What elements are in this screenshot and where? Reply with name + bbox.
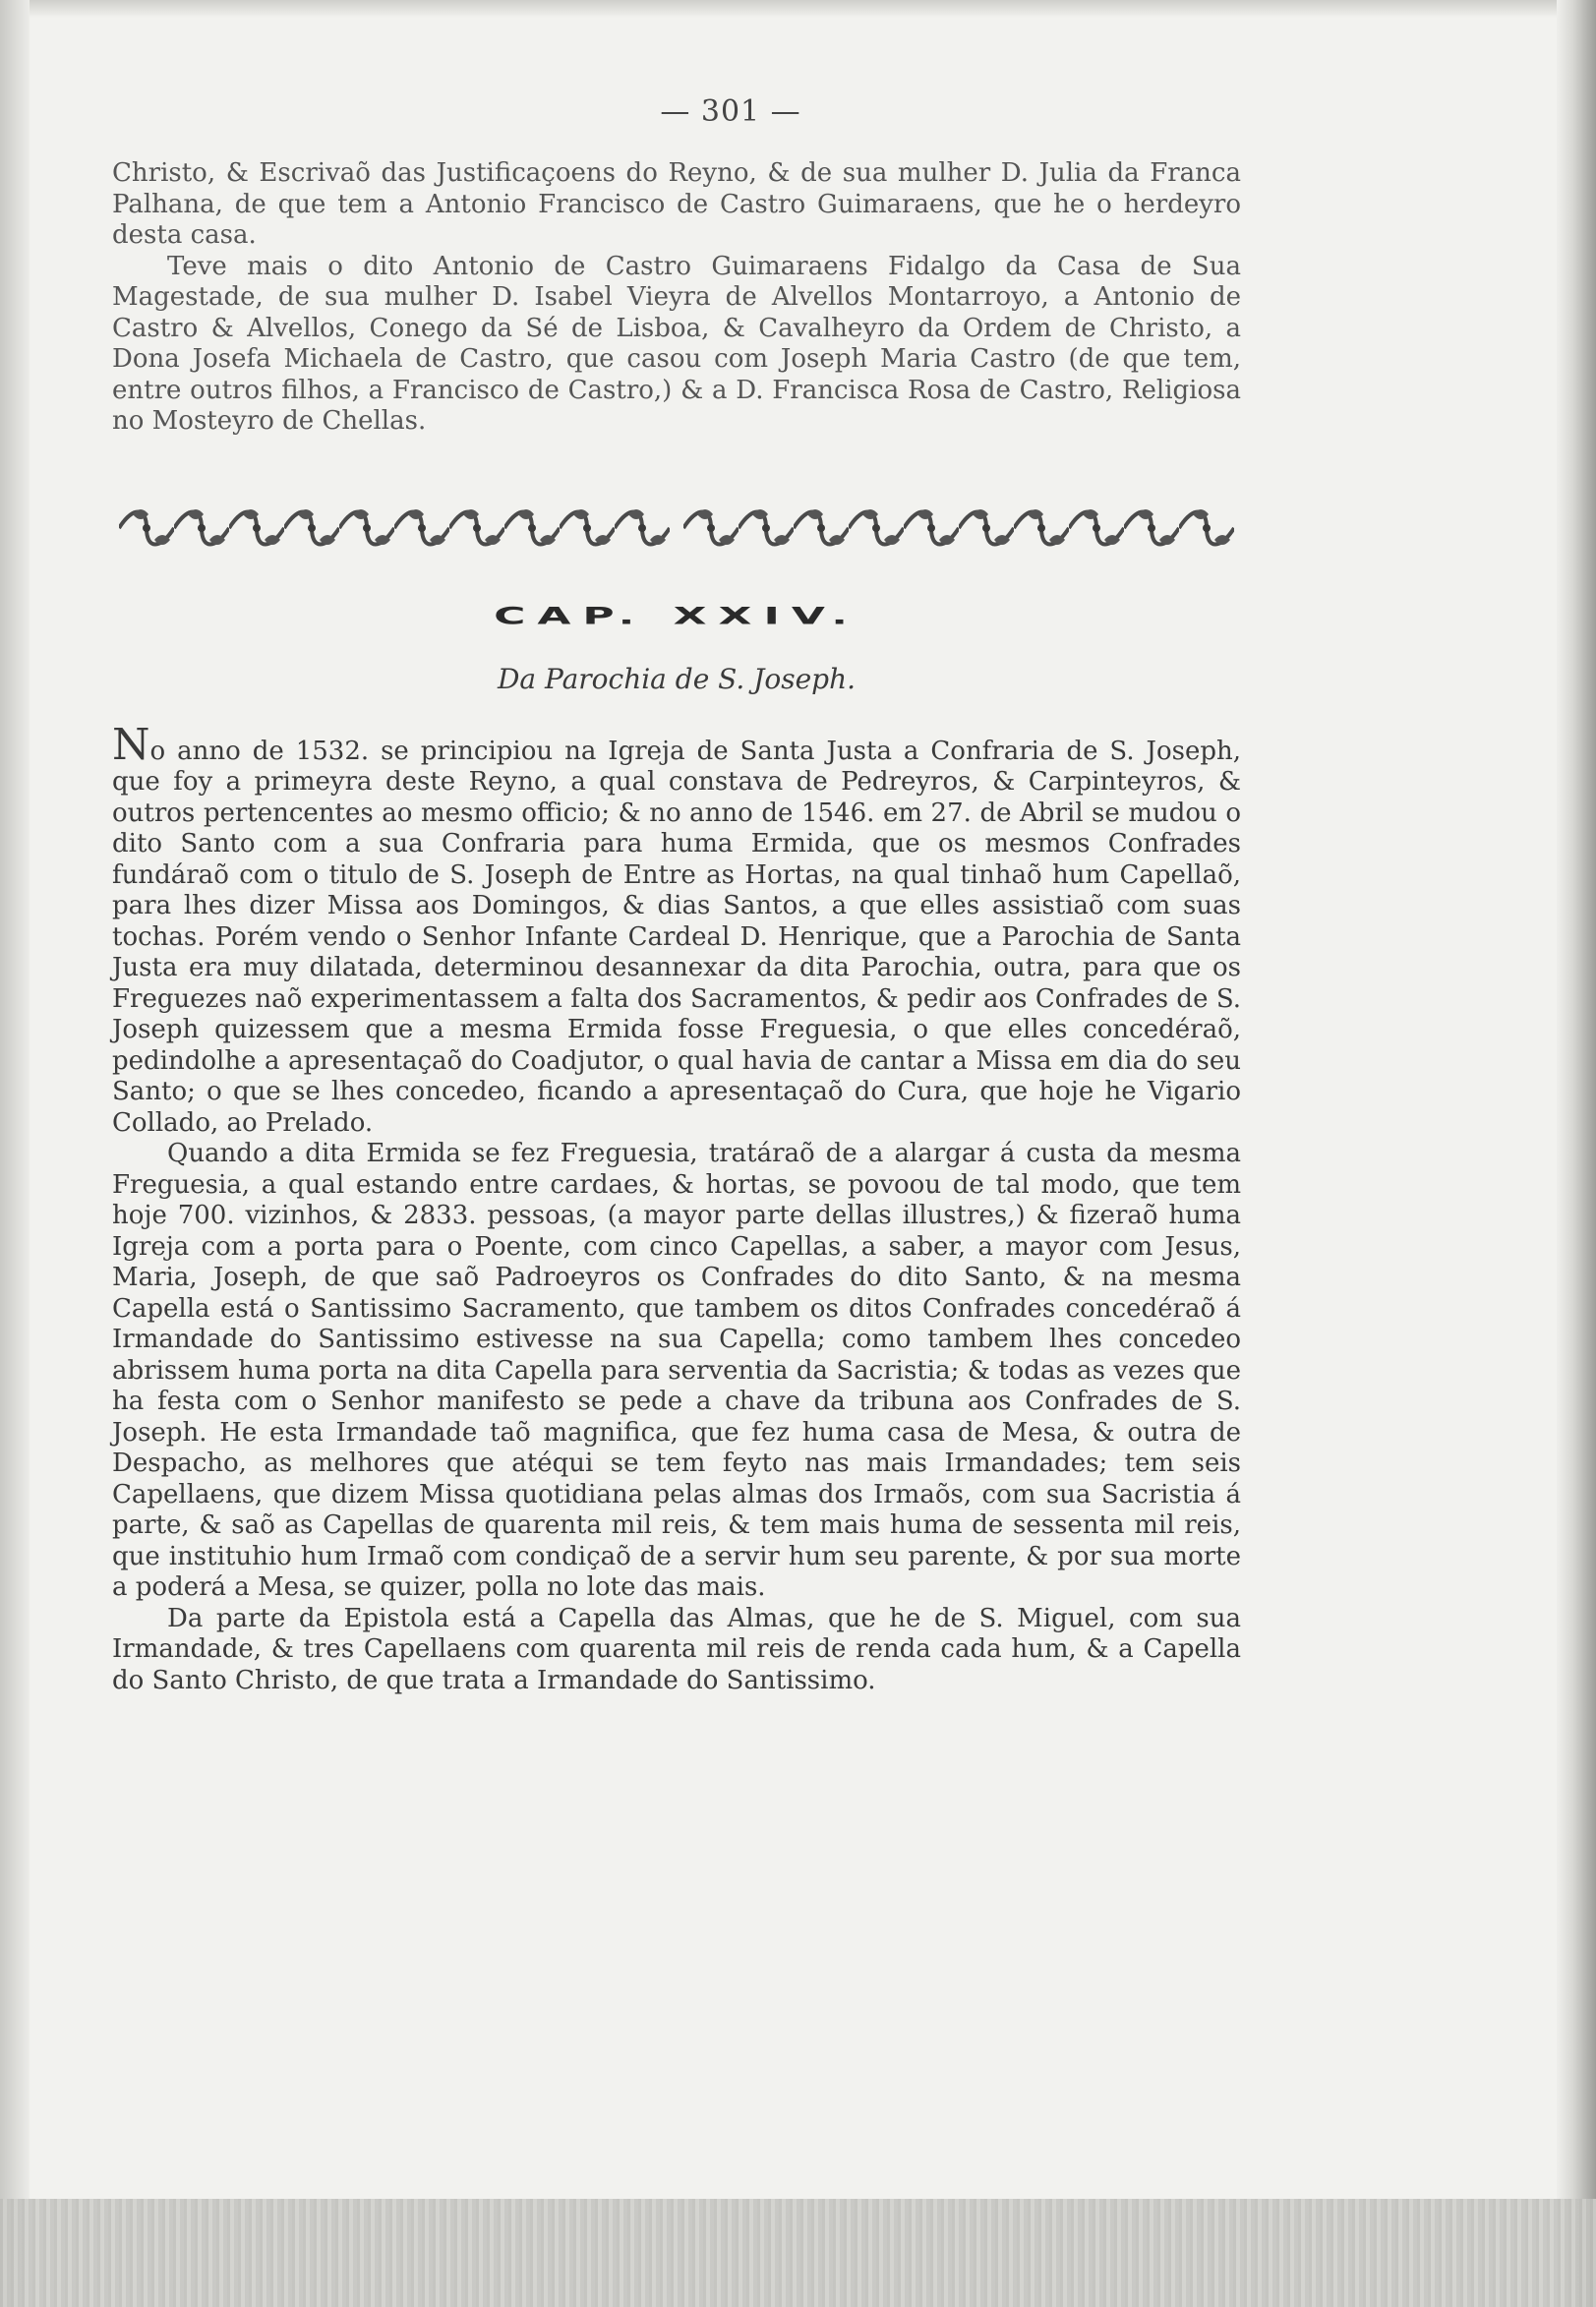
drop-cap: N: [112, 719, 150, 770]
chapter-title: Da Parochia de S. Joseph.: [497, 662, 857, 695]
ornament-right-icon: [683, 501, 1234, 556]
intro-paragraph-1: Christo, & Escrivaõ das Justificaçoens do Reyno, & de sua mulher D. Julia da Franca Palhana, de que tem a Antonio Francisco de Castro Guimaraens, que he o herdeyro desta casa.: [112, 158, 1241, 250]
page-top-shadow: [0, 0, 1596, 18]
page-bottom-texture: [0, 2199, 1596, 2307]
body-paragraph-2: Quando a dita Ermida se fez Freguesia, tratáraõ de a alargar á custa da mesma Freguesia, a qual estando entre cardaes, & hortas, se povoou de tal modo, que tem hoje 700. vizinhos, & 2833. pessoas, (a mayor parte dellas illustres,) & fizeraõ huma Igreja com a porta para o Poente, com cinco Capellas, a saber, a mayor com Jesus, Maria, Joseph, de que saõ Padroeyros os Confrades do dito Santo, & na mesma Capella está o Santissimo Sacramento, que tambem os ditos Confrades concedéraõ á Irmandade do Santissimo estivesse na sua Capella; como tambem lhes concedeo abrissem huma porta na dita Capella para serventia da Sacristia; & todas as vezes que ha festa com o Senhor manifesto se pede a chave da tribuna aos Confrades de S. Joseph. He esta Irmandade taõ magnifica, que fez huma casa de Mesa, & outra de Despacho, as melhores que atéqui se tem feyto nas mais Irmandades; tem seis Capellaens, que dizem Missa quotidiana pelas almas dos Irmaõs, com sua Sacristia á parte, & saõ as Capellas de quarenta mil reis, & tem mais huma de sessenta mil reis, que instituhio hum Irmaõ com condiçaõ de a servir hum seu parente, & por sua morte a poderá a Mesa, se quizer, polla no lote das mais.: [112, 1139, 1241, 1602]
decorative-ornament-band: [112, 501, 1241, 556]
page-content: [112, 94, 1241, 1708]
ornament-left-icon: [119, 501, 670, 556]
body-paragraph-1: [112, 719, 1241, 1140]
page-right-shadow: [1557, 0, 1596, 2307]
page-number: — 301 —: [660, 94, 801, 129]
intro-paragraph-2: Teve mais o dito Antonio de Castro Guimaraens Fidalgo da Casa de Sua Magestade, de sua mulher D. Isabel Vieyra de Alvellos Montarroyo, a Antonio de Castro & Alvellos, Conego da Sé de Lisboa, & Cavalheyro da Ordem de Christo, a Dona Josefa Michaela de Castro, que casou com Joseph Maria Castro (de que tem, entre outros filhos, a Francisco de Castro,) & a D. Francisca Rosa de Castro, Religiosa no Mosteyro de Chellas.: [112, 251, 1241, 436]
page-left-shadow: [0, 0, 30, 2307]
body-paragraph-3: Da parte da Epistola está a Capella das Almas, que he de S. Miguel, com sua Irmandade, & tres Capellaens com quarenta mil reis de renda cada hum, & a Capella do Santo Christo, de que trata a Irmandade do Santissimo.: [112, 1603, 1241, 1695]
chapter-heading: CAP. XXIV.: [494, 601, 859, 630]
body-paragraph-1-text: o anno de 1532. se principiou na Igreja de Santa Justa a Confraria de S. Joseph, que foy a primeyra deste Reyno, a qual constava de Pedreyros, & Carpinteyros, & outros pertencentes ao mesmo officio; & no anno de 1546. em 27. de Abril se mudou o dito Santo com a sua Confraria para huma Ermida, que os mesmos Confrades fundáraõ com o titulo de S. Joseph de Entre as Hortas, na qual tinhaõ hum Capellaõ, para lhes dizer Missa aos Domingos, & dias Santos, a que elles assistiaõ com suas tochas. Porém vendo o Senhor Infante Cardeal D. Henrique, que a Parochia de Santa Justa era muy dilatada, determinou desannexar da dita Parochia, outra, para que os Freguezes naõ experimentassem a falta dos Sacramentos, & pedir aos Confrades de S. Joseph quizessem que a mesma Ermida fosse Freguesia, o que elles concedéraõ, pedindolhe a apresentaçaõ do Coadjutor, o qual havia de cantar a Missa em dia do seu Santo; o que se lhes concedeo, ficando a apresentaçaõ do Cura, que hoje he Vigario Collado, ao Prelado.: [112, 736, 1241, 1138]
